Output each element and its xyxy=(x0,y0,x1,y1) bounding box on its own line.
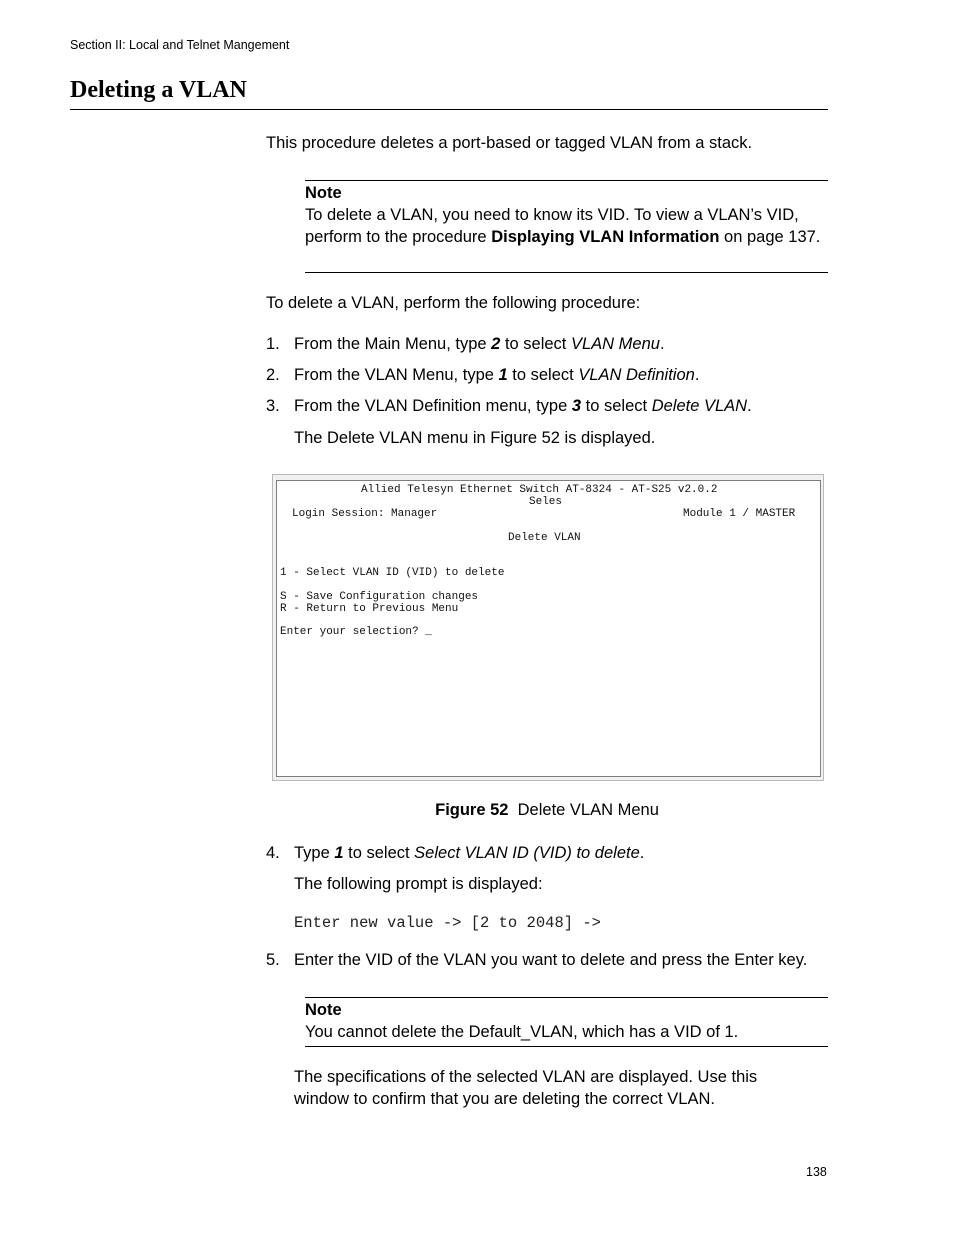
terminal-login-session: Login Session: Manager xyxy=(292,508,438,520)
page-number: 138 xyxy=(806,1165,827,1179)
procedure-lead: To delete a VLAN, perform the following procedure: xyxy=(266,294,641,312)
step-text: From the Main Menu, type 2 to select VLAN Menu. xyxy=(294,335,665,353)
note-heading: Note xyxy=(305,184,342,202)
intro-paragraph: This procedure deletes a port-based or tagged VLAN from a stack. xyxy=(266,134,753,152)
step-number: 3. xyxy=(266,397,280,415)
section-title: Deleting a VLAN xyxy=(70,77,247,103)
code-prompt: Enter new value -> [2 to 2048] -> xyxy=(294,914,601,932)
step-number: 5. xyxy=(266,951,280,969)
title-rule xyxy=(70,109,828,110)
terminal-window xyxy=(276,480,821,777)
note-text-end: on page 137. xyxy=(719,228,821,246)
terminal-menu-title: Delete VLAN xyxy=(508,532,581,544)
step-key: 1 xyxy=(334,844,344,862)
terminal-title-line: Allied Telesyn Ethernet Switch AT-8324 - AT-S25 v2.0.2 xyxy=(361,484,718,496)
running-header: Section II: Local and Telnet Mangement xyxy=(70,38,290,52)
figure-caption-text: Delete VLAN Menu xyxy=(517,801,659,819)
figure-caption xyxy=(266,801,828,820)
step-number: 4. xyxy=(266,844,280,862)
terminal-option-select-vid[interactable]: 1 - Select VLAN ID (VID) to delete xyxy=(280,567,505,579)
step-text: Type 1 to select Select VLAN ID (VID) to delete. xyxy=(294,844,645,862)
note-text: To delete a VLAN, you need to know its VID. To view a VLAN’s VID, perform to the procedure xyxy=(305,206,799,246)
terminal-option-return[interactable]: R - Return to Previous Menu xyxy=(280,603,459,615)
step-4-followup: The following prompt is displayed: xyxy=(294,875,543,893)
note-heading: Note xyxy=(305,1001,342,1019)
step-3-followup: The Delete VLAN menu in Figure 52 is displayed. xyxy=(294,429,656,447)
step-number: 2. xyxy=(266,366,280,384)
step-number: 1. xyxy=(266,335,280,353)
step-key: 2 xyxy=(491,335,501,353)
note-box xyxy=(305,180,828,273)
note-text: You cannot delete the Default_VLAN, which has a VID of 1. xyxy=(305,1023,739,1041)
step-target: VLAN Definition xyxy=(578,366,695,384)
figure-screenshot xyxy=(272,474,824,781)
note-box-2 xyxy=(305,997,828,1047)
step-target: Select VLAN ID (VID) to delete xyxy=(414,844,640,862)
figure-label: Figure 52 xyxy=(435,801,509,819)
terminal-option-save[interactable]: S - Save Configuration changes xyxy=(280,591,479,603)
closing-paragraph: The specifications of the selected VLAN are displayed. Use this window to confirm that you are deleting the correct VLAN. xyxy=(294,1068,758,1108)
step-text: Enter the VID of the VLAN you want to delete and press the Enter key. xyxy=(294,951,808,969)
step-key: 3 xyxy=(571,397,582,415)
terminal-selection-prompt[interactable]: Enter your selection? _ xyxy=(280,626,432,638)
note-reference: Displaying VLAN Information xyxy=(491,228,720,246)
step-target: VLAN Menu xyxy=(570,335,660,353)
step-key: 1 xyxy=(498,366,508,384)
step-target: Delete VLAN xyxy=(651,397,748,415)
terminal-system-name: Seles xyxy=(529,496,563,508)
step-text: From the VLAN Definition menu, type 3 to select Delete VLAN. xyxy=(294,397,752,415)
step-text: From the VLAN Menu, type 1 to select VLAN Definition. xyxy=(294,366,700,384)
terminal-module: Module 1 / MASTER xyxy=(683,508,796,520)
